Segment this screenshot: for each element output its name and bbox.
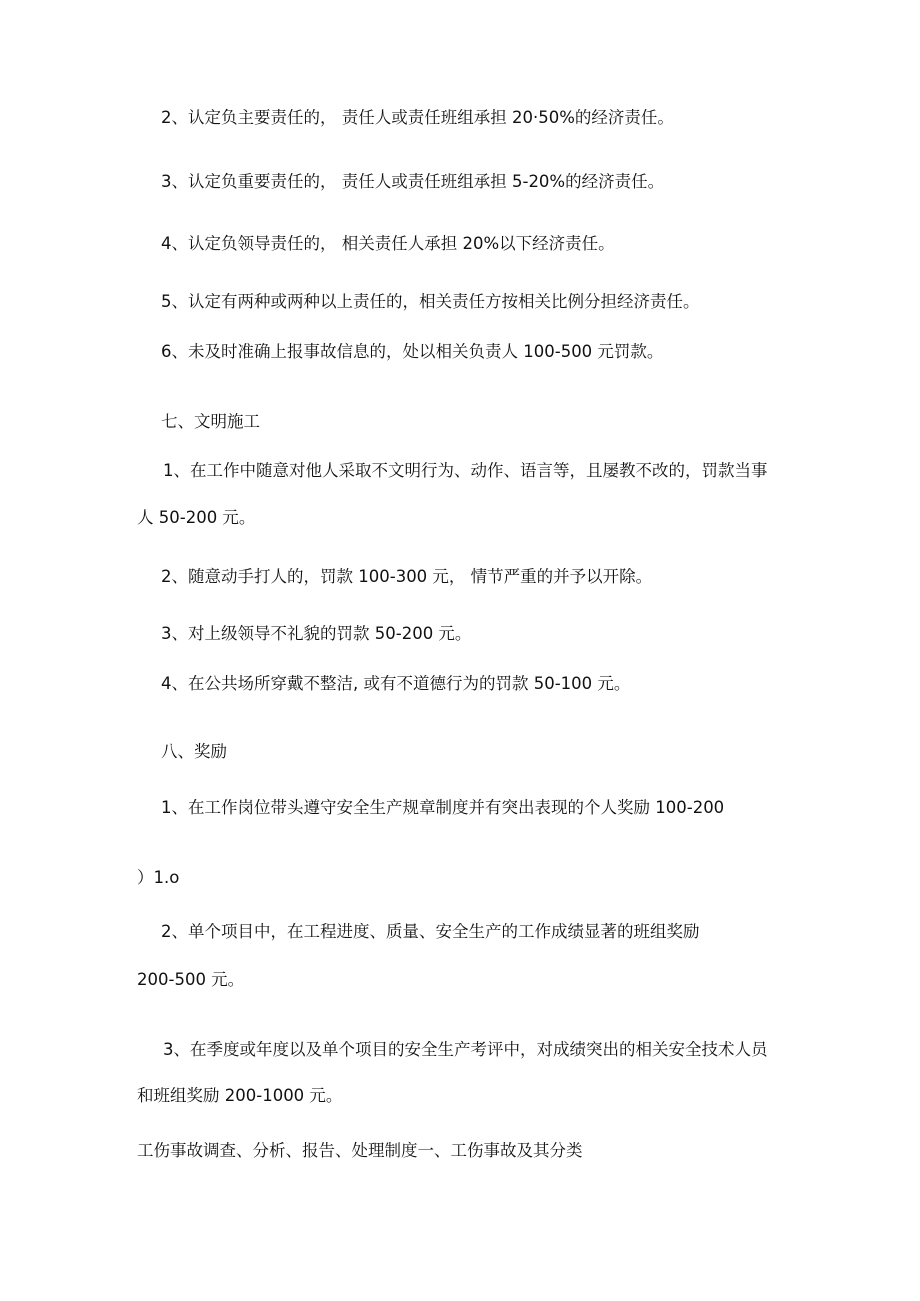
civil-clause-1-continued: 人 50-200 元。	[137, 508, 256, 527]
section-heading-civilized-construction: 七、文明施工	[161, 412, 260, 431]
clause-6-late-report: 6、未及时准确上报事故信息的，处以相关负责人 100-500 元罚款。	[161, 342, 664, 361]
clause-4-leadership-responsibility: 4、认定负领导责任的， 相关责任人承担 20%以下经济责任。	[161, 234, 615, 253]
reward-clause-1: 1、在工作岗位带头遵守安全生产规章制度并有突出表现的个人奖励 100-200	[161, 798, 725, 817]
section-heading-rewards: 八、奖励	[161, 742, 227, 761]
reward-clause-2-continued: 200-500 元。	[137, 970, 245, 989]
civil-clause-1: 1、在工作中随意对他人采取不文明行为、动作、语言等，且屡教不改的，罚款当事	[163, 461, 768, 480]
clause-5-multiple-responsibility: 5、认定有两种或两种以上责任的，相关责任方按相关比例分担经济责任。	[161, 292, 700, 311]
civil-clause-4: 4、在公共场所穿戴不整洁, 或有不道德行为的罚款 50-100 元。	[161, 674, 631, 693]
reward-clause-2: 2、单个项目中，在工程进度、质量、安全生产的工作成绩显著的班组奖励	[161, 922, 700, 941]
reward-clause-3: 3、在季度或年度以及单个项目的安全生产考评中，对成绩突出的相关安全技术人员	[163, 1040, 768, 1059]
clause-2-major-responsibility: 2、认定负主要责任的， 责任人或责任班组承担 20·50%的经济责任。	[161, 108, 674, 127]
clause-3-important-responsibility: 3、认定负重要责任的， 责任人或责任班组承担 5-20%的经济责任。	[161, 172, 665, 191]
reward-clause-1-continued: ）1.o	[137, 868, 180, 887]
civil-clause-2: 2、随意动手打人的，罚款 100-300 元， 情节严重的并予以开除。	[161, 567, 653, 586]
civil-clause-3: 3、对上级领导不礼貌的罚款 50-200 元。	[161, 624, 472, 643]
reward-clause-3-continued: 和班组奖励 200-1000 元。	[137, 1086, 343, 1105]
next-section-title: 工伤事故调查、分析、报告、处理制度一、工伤事故及其分类	[137, 1141, 583, 1160]
